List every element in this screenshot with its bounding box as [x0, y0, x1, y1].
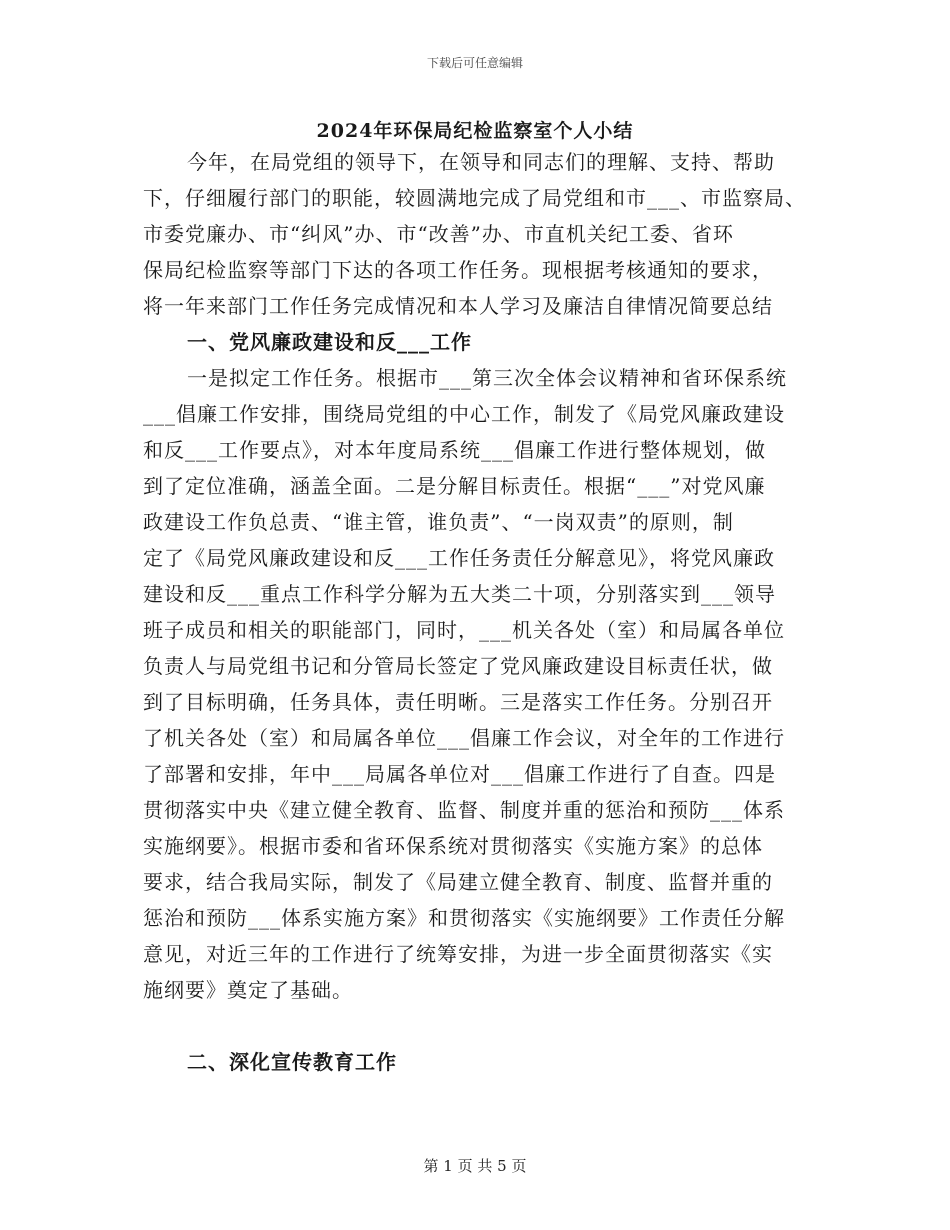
document-title: 2024年环保局纪检监察室个人小结 [316, 120, 634, 142]
paragraph-line: 定了《局党风廉政建设和反___工作任务责任分解意见》，将党风廉政 [143, 546, 775, 570]
spacer [143, 1008, 813, 1044]
paragraph-line: 了部署和安排，年中___局属各单位对___倡廉工作进行了自查。四是 [143, 762, 776, 786]
paragraph-line: 下，仔细履行部门的职能，较圆满地完成了局党组和市___、市监察局、 [143, 186, 806, 210]
section-heading-2: 二、深化宣传教育工作 [187, 1050, 397, 1074]
paragraph-line: 意见，对近三年的工作进行了统筹安排，为进一步全面贯彻落实《实 [143, 942, 773, 966]
section-heading-1: 一、党风廉政建设和反___工作 [187, 330, 472, 354]
paragraph-line: 将一年来部门工作任务完成情况和本人学习及廉洁自律情况简要总结 [143, 294, 773, 318]
paragraph-line: 要求，结合我局实际，制发了《局建立健全教育、制度、监督并重的 [143, 870, 773, 894]
paragraph-line: 贯彻落实中央《建立健全教育、监督、制度并重的惩治和预防___体系 [143, 798, 785, 822]
paragraph-line: 政建设工作负总责、“谁主管，谁负责”、“一岗双责”的原则，制 [143, 510, 734, 534]
paragraph-line: 负责人与局党组书记和分管局长签定了党风廉政建设目标责任状，做 [143, 654, 773, 678]
paragraph-line: 到了目标明确，任务具体，责任明晰。三是落实工作任务。分别召开 [143, 690, 773, 714]
paragraph-line: 一是拟定工作任务。根据市___第三次全体会议精神和省环保系统 [187, 366, 787, 390]
paragraph-line: 班子成员和相关的职能部门，同时，___机关各处（室）和局属各单位 [143, 618, 785, 642]
paragraph-line: 惩治和预防___体系实施方案》和贯彻落实《实施纲要》工作责任分解 [143, 906, 785, 930]
paragraph-line: ___倡廉工作安排，围绕局党组的中心工作，制发了《局党风廉政建设 [143, 402, 785, 426]
page-number: 第 1 页 共 5 页 [423, 1157, 527, 1175]
page-header-note: 下载后可任意编辑 [426, 56, 523, 70]
paragraph-line: 到了定位准确，涵盖全面。二是分解目标责任。根据“___”对党风廉 [143, 474, 766, 498]
document-body [143, 144, 813, 1080]
paragraph-line: 了机关各处（室）和局属各单位___倡廉工作会议，对全年的工作进行 [143, 726, 785, 750]
paragraph-line: 保局纪检监察等部门下达的各项工作任务。现根据考核通知的要求， [143, 258, 773, 282]
paragraph-line: 实施纲要》。根据市委和省环保系统对贯彻落实《实施方案》的总体 [143, 834, 763, 858]
paragraph-line: 和反___工作要点》，对本年度局系统___倡廉工作进行整体规划，做 [143, 438, 766, 462]
paragraph-line: 施纲要》奠定了基础。 [143, 978, 353, 1002]
paragraph-line: 市委党廉办、市“纠风”办、市“改善”办、市直机关纪工委、省环 [143, 222, 734, 246]
paragraph-line: 今年，在局党组的领导下，在领导和同志们的理解、支持、帮助 [187, 150, 775, 174]
paragraph-line: 建设和反___重点工作科学分解为五大类二十项，分别落实到___领导 [143, 582, 776, 606]
